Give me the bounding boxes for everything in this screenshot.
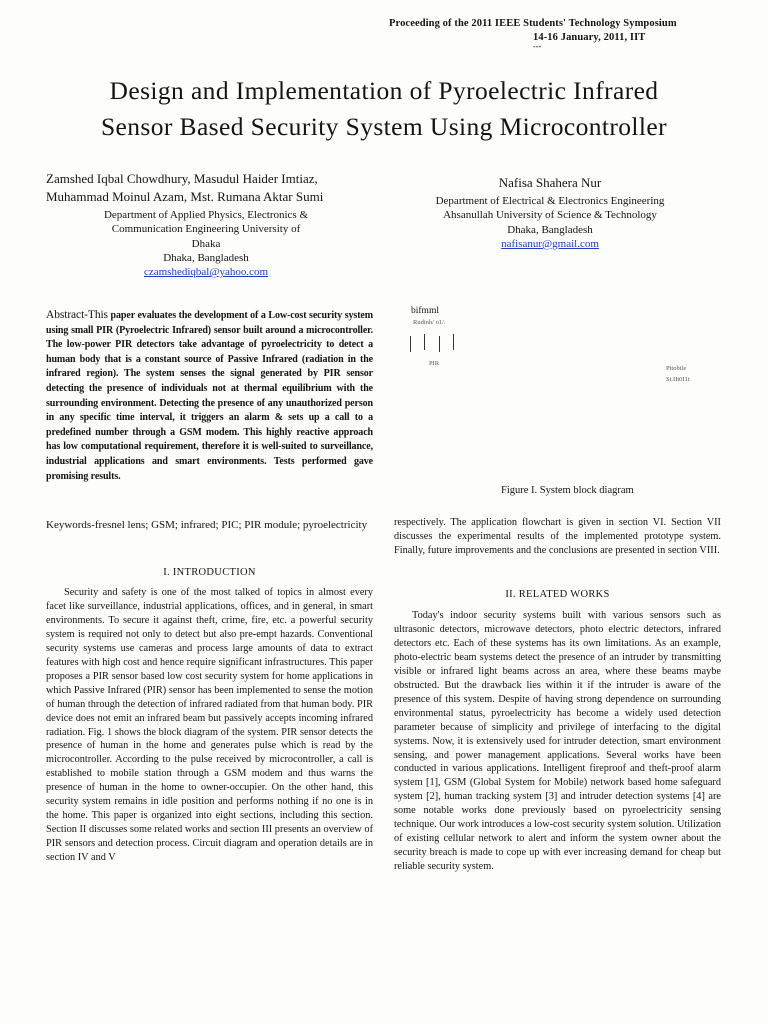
conference-location: ---	[533, 42, 542, 51]
figure-label-sub: Rudinh/ o1/.	[413, 319, 446, 326]
conference-header: Proceeding of the 2011 IEEE Students' Technology Symposium	[389, 18, 677, 29]
paper-title-line-2: Sensor Based Security System Using Microcontroller	[100, 112, 668, 141]
diagram-wire	[453, 334, 454, 350]
affiliation-right-univ: Ahsanullah University of Science & Technology	[443, 209, 657, 222]
abstract-text: paper evaluates the development of a Low-cost security system using small PIR (Pyroelectric Infrared) sensor built around a microcontroller. The low-power PIR detectors take advantage of pyroelectricity to detect a human body that is a constant source of Passive Infrared (radiation in the infrared region). The system senses the signal generated by PIR sensor detecting the presence of individuals not at thermal equilibrium with the surrounding environment. Detecting the presence of any unauthorized person in any specific time interval, it triggers an alarm & sets up a call to a predefined number through a GSM modem. This highly reactive approach has low computational requirement, therefore it is well-suited to surveillance, industrial applications and smart environments. Tests performed gave promising results.	[46, 310, 374, 482]
author-names-line-2: Muhammad Moinul Azam, Mst. Rumana Aktar Sumi	[46, 189, 324, 204]
figure-label-mobile: Pitobile	[666, 365, 687, 372]
block-diagram-figure	[393, 298, 723, 498]
affiliation-dept-2: Communication Engineering University of	[111, 223, 301, 236]
figure-label-top: bifmml	[411, 306, 439, 316]
author-block-left	[46, 170, 366, 206]
figure-label-pir: PIR	[429, 360, 440, 367]
affiliation-right-country: Dhaka, Bangladesh	[507, 223, 593, 236]
author-names-line-1: Zamshed Iqbal Chowdhury, Masudul Haider Imtiaz,	[46, 171, 318, 186]
conference-dates: 14-16 January, 2011, IIT	[533, 32, 646, 43]
author-name-right: Nafisa Shahera Nur	[498, 175, 602, 190]
author-email-right[interactable]: nafisanur@gmail.com	[501, 237, 599, 250]
related-works-paragraph: Today's indoor security systems built with various sensors such as ultrasonic detectors, microwave detectors, photo electric detectors, infrared detectors etc. Each of these systems has its own limitations. As an example, photo-electric beam systems detect the presence of an intruder by transmitting visible or infrared light beams across an area, where these beams maybe obstructed. But the drawback lies within it if the intruder is aware of the presence of this system. Despite of having strong dependence on surrounding environmental status, pyroelectricity has become a widely used detection parameter because of simplicity and privilege of interfacing to the digital systems. Now, it is extensively used for intruder detection, smart environment sensing, and power management applications. Several works have been conducted in various applications. Intelligent fireproof and theft-proof alarm system [1], GSM (Global System for Mobile) network based home safeguard system [2], human tracking system [3] and intruder detection systems [4] are some notable works done previously based on pyroelectricity sensing technique. Our work introduces a low-cost security system solution. Utilization of existing cellular network to alert and inform the system owner about the security breach is made to cope up with ever increasing demand for cheap but reliable security system.	[394, 610, 721, 873]
abstract	[46, 308, 373, 484]
diagram-wire	[410, 336, 411, 352]
section-heading-related-works: II. RELATED WORKS	[505, 589, 610, 600]
keywords: Keywords-fresnel lens; GSM; infrared; PIC; PIR module; pyroelectricity	[46, 519, 368, 531]
paper-title-line-1: Design and Implementation of Pyroelectric Infrared	[109, 76, 659, 105]
abstract-lead: Abstract-This	[46, 309, 108, 321]
right-column-continuation: respectively. The application flowchart is given in section VI. Section VII discusses the experimental results of the implemented prototype system. Finally, future improvements and the conclusions are presented in section VIII.	[394, 517, 721, 556]
affiliation-country: Dhaka, Bangladesh	[163, 251, 249, 264]
affiliation-right-dept: Department of Electrical & Electronics Engineering	[435, 195, 665, 207]
figure-label-station: St.IIt0I1t	[666, 376, 690, 383]
author-email-left[interactable]: czamshediqbal@yahoo.com	[143, 266, 269, 279]
section-heading-introduction: I. INTRODUCTION	[163, 567, 256, 578]
diagram-wire	[439, 336, 440, 352]
introduction-paragraph: Security and safety is one of the most talked of topics in almost every facet like surveillance, industrial applications, offices, and in general, in smart environments. To secure it against theft, crime, fire, etc. a powerful security system is required not only to detect but also pre-empt hazards. Conventional security systems use cameras and process large amounts of data to extract features with high cost and hence require significant infrastructures. This paper proposes a PIR sensor based low cost security system for home applications in which Passive Infrared (PIR) sensor has been implemented to sense the motion of human through the detection of infrared radiated from that human body. PIR device does not emit an infrared beam but passively accepts incoming infrared radiation. Fig. 1 shows the block diagram of the system. PIR sensor detects the presence of human in the home and generates pulse which is read by the microcontroller. According to the pulse received by microcontroller, a call is established to mobile station through a GSM modem and thus warns the presence of human in the home to owner-occupier. On the other hand, this security system remains in idle position and performs nothing if no one is in the home. This paper is organized into eight sections, including this section. Section II discusses some related works and section III presents an overview of PIR sensors and detection process. Circuit diagram and operation details are in section IV and V	[46, 587, 373, 864]
diagram-wire	[424, 334, 425, 350]
affiliation-left	[56, 208, 356, 279]
figure-caption: Figure I. System block diagram	[501, 485, 634, 496]
affiliation-dept-1: Department of Applied Physics, Electronics &	[103, 209, 309, 221]
affiliation-city: Dhaka	[191, 237, 221, 250]
affiliation-right	[400, 194, 700, 251]
